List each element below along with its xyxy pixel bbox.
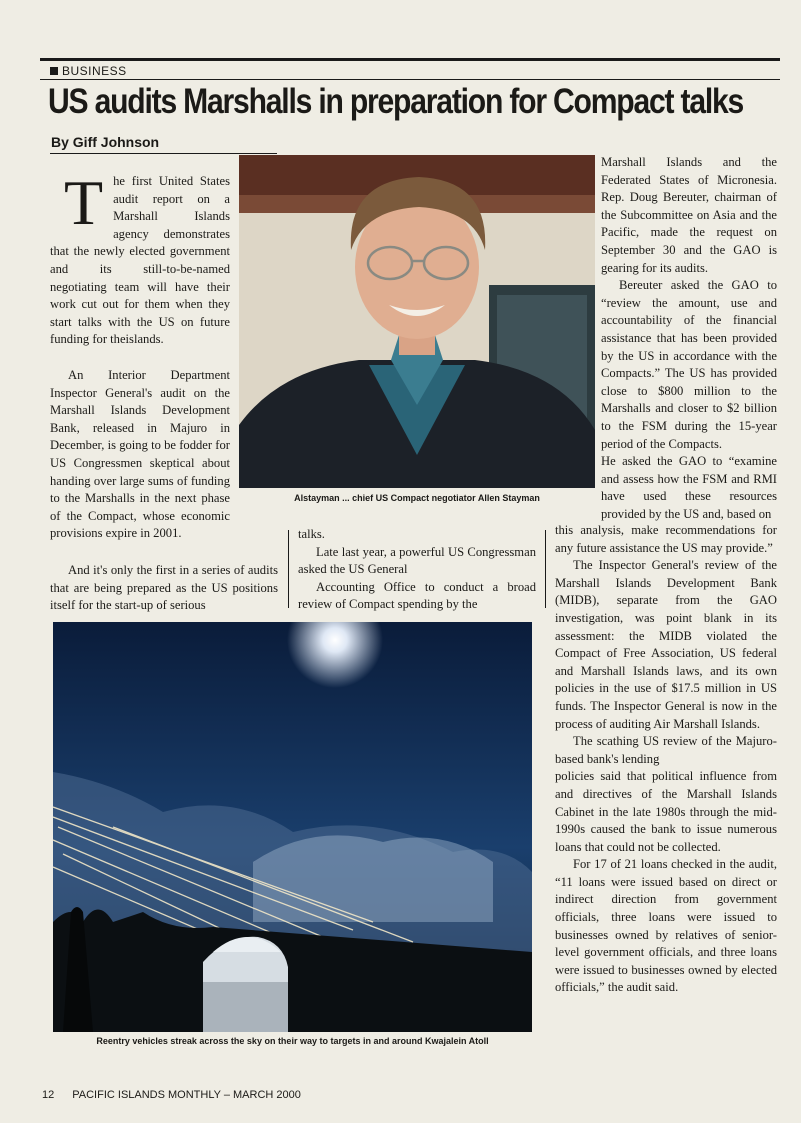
col4-paragraph-5: For 17 of 21 loans checked in the audit, “11 loans were issued based on direct or indirect direction from government officials, three loans were issued to businesses owned by relatives of senior-level government officials, and three loans were issued to businesses owned by elected officials,” the audit said. — [555, 857, 777, 995]
column-4 — [555, 522, 777, 997]
column-1-lower — [50, 367, 230, 543]
column-1-bottom — [50, 562, 278, 615]
section-label — [50, 64, 127, 78]
col3-paragraph-1: Marshall Islands and the Federated States of Micronesia. Rep. Doug Bereuter, chairman of the Subcommittee on Asia and the Pacific, made the request on September 30 and the GAO is gearing for its audits. — [601, 155, 777, 275]
col3-paragraph-3: He asked the GAO to “examine and assess how the FSM and RMI have used these resources provided by the US and, based on — [601, 454, 777, 521]
portrait-image — [239, 155, 595, 488]
headline: US audits Marshalls in preparation for Compact talks — [48, 82, 744, 121]
col4-paragraph-4: policies said that political influence from and directives of the Marshall Islands Cabinet in the late 1980s through the mid-1990s caused the bank to issue numerous loans that could not be collected. — [555, 769, 777, 854]
col1-paragraph-3: And it's only the first in a series of audits that are being prepared as the US positions itself for the start-up of serious — [50, 563, 278, 613]
col2-paragraph-3: Accounting Office to conduct a broad review of Compact spending by the — [298, 579, 536, 612]
col1-paragraph-1: he first United States audit report on a Marshall Islands agency demonstrates that the newly elected government and its still-to-be-named negotiating team will have their work cut out for them when they start talks with the US on future funding for theislands. — [50, 174, 230, 347]
section-label-text: BUSINESS — [62, 64, 127, 78]
portrait-photo — [239, 155, 595, 488]
headline-rule — [40, 79, 780, 80]
reentry-photo — [53, 622, 532, 1032]
reentry-caption: Reentry vehicles streak across the sky on their way to targets in and around Kwajalein Atoll — [96, 1036, 489, 1046]
page-footer — [42, 1089, 301, 1101]
byline-rule — [50, 153, 277, 154]
drop-cap: T — [64, 167, 104, 238]
section-bullet-icon — [50, 67, 58, 75]
publication-name: PACIFIC ISLANDS MONTHLY – MARCH 2000 — [72, 1089, 301, 1101]
col4-paragraph-2: The Inspector General's review of the Marshall Islands Development Bank (MIDB), separate from the GAO investigation, was point blank in its assessment: the MIDB violated the Compact of Free Association, US federal and Marshall Islands laws, and its own policies in the use of $17.5 million in US funds. The Inspector General is now in the process of auditing Air Marshall Islands. — [555, 558, 777, 731]
reentry-image — [53, 622, 532, 1032]
column-3 — [601, 154, 777, 523]
page-number: 12 — [42, 1089, 55, 1101]
column-1 — [50, 167, 230, 349]
col2-paragraph-2: Late last year, a powerful US Congressman asked the US General — [298, 544, 536, 577]
column-divider-2 — [545, 530, 546, 608]
col4-paragraph-3: The scathing US review of the Majuro-based bank's lending — [555, 734, 777, 766]
col2-paragraph-1: talks. — [298, 527, 325, 541]
col3-paragraph-2: Bereuter asked the GAO to “review the amount, use and accountability of the financial assistance that has been provided by the US in accordance with the Compacts.” The US has provided close to $800 million to the Marshalls and closer to $2 billion to the FSM during the 15-year period of the Compacts. — [601, 278, 777, 451]
column-2 — [298, 526, 536, 614]
col1-paragraph-2: An Interior Department Inspector General's audit on the Marshall Islands Development Bank, released in Majuro in December, is going to be fodder for US Congressmen skeptical about handing over large sums of funding to the Marshalls in the next phase of the Compact, whose economic provisions expire in 2001. — [50, 368, 230, 541]
column-divider-1 — [288, 530, 289, 608]
portrait-caption: Alstayman ... chief US Compact negotiator Allen Stayman — [294, 493, 540, 503]
top-rule — [40, 58, 780, 61]
col4-paragraph-1: this analysis, make recommendations for any future assistance the US may provide.” — [555, 523, 777, 555]
byline: By Giff Johnson — [51, 134, 160, 150]
